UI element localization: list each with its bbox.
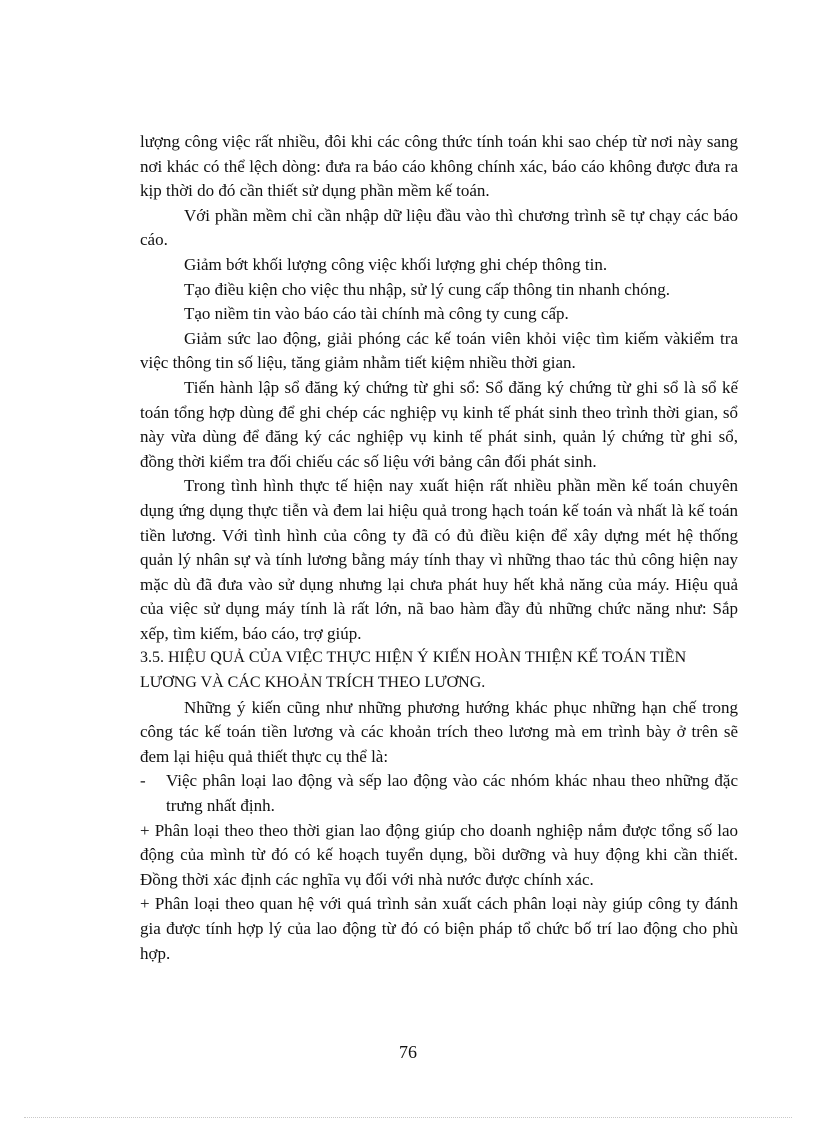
paragraph-info-processing: Tạo điều kiện cho việc thu nhập, sử lý cung cấp thông tin nhanh chóng. (184, 279, 671, 299)
paragraph-reduce-labor: Giảm sức lao động, giải phóng các kế toán viên khỏi việc tìm kiếm vàkiểm tra việc thông tin số liệu, tăng giảm nhằm tiết kiệm nhiều thời gian. (140, 328, 738, 373)
paragraph-continuation: lượng công việc rất nhiều, đôi khi các công thức tính toán khi sao chép từ nơi này sang nơi khác có thể lệch dòng: đưa ra báo cáo không chính xác, báo cáo không được đưa ra kịp thời do đó cần thiết sử dụng phần mềm kế toán. (140, 132, 738, 201)
plus-item-production-classification: + Phân loại theo quan hệ với quá trình sản xuất cách phân loại này giúp công ty đánh gia được tính hợp lý của lao động từ đó có biện pháp tổ chức bố trí lao động cho phù hợp. (140, 894, 738, 963)
page-body (140, 130, 738, 966)
page-bottom-divider (24, 1117, 792, 1118)
paragraph-financial-trust: Tạo niềm tin vào báo cáo tài chính mà công ty cung cấp. (184, 304, 569, 324)
dash-marker: - (140, 771, 146, 791)
plus-item-time-classification: + Phân loại theo theo thời gian lao động giúp cho doanh nghiệp nắm được tổng số lao động của mình từ đó có kế hoạch tuyển dụng, bồi dưỡng và huy động khi cần thiết. Đồng thời xác định các nghĩa vụ đối với nhà nước được chính xác. (140, 820, 738, 889)
paragraph-register-vouchers: Tiến hành lập sổ đăng ký chứng từ ghi sổ: Sổ đăng ký chứng từ ghi sổ là sổ kế toán tổng hợp dùng để ghi chép các nghiệp vụ kinh tế phát sinh theo trình thời gian, sổ này vừa dùng để đăng ký các nghiệp vụ kinh tế phát sinh, quản lý chứng từ ghi sổ, đồng thời kiểm tra đối chiếu các số liệu với bảng cân đối phát sinh. (140, 377, 738, 471)
page-number: 76 (399, 1042, 417, 1062)
dash-item-text: Việc phân loại lao động và sếp lao động vào các nhóm khác nhau theo những đặc trưng nhất định. (166, 771, 738, 816)
section-heading: 3.5. HIỆU QUẢ CỦA VIỆC THỰC HIỆN Ý KIẾN HOÀN THIỆN KẾ TOÁN TIỀN LƯƠNG VÀ CÁC KHOẢN TRÍCH THEO LƯƠNG. (140, 649, 687, 692)
paragraph-reduce-workload: Giảm bớt khối lượng công việc khối lượng ghi chép thông tin. (184, 254, 608, 274)
dash-list-item (140, 769, 738, 818)
paragraph-software-reports: Với phần mềm chỉ cần nhập dữ liệu đầu vào thì chương trình sẽ tự chạy các báo cáo. (140, 205, 738, 250)
paragraph-current-situation: Trong tình hình thực tế hiện nay xuất hiện rất nhiều phần mền kế toán chuyên dụng ứng dụng thực tiễn và đem lai hiệu quả trong hạch toán kế toán và nhất là kế toán tiền lương. Với tình hình của công ty đã có đủ điều kiện để xây dựng mét hệ thống quản lý nhân sự và tính lương bằng máy tính thay vì những thao tác thủ công hiện nay mặc dù đã đưa vào sử dụng nhưng lại chưa phát huy hết khả năng của máy. Hiệu quả của việc sử dụng máy tính là rất lớn, nã bao hàm đầy đủ những chức năng như: Sắp xếp, tìm kiếm, báo cáo, trợ giúp. (140, 476, 738, 643)
paragraph-intro: Những ý kiến cũng như những phương hướng khác phục những hạn chế trong công tác kế toán tiền lương và các khoản trích theo lương mà em trình bày ở trên sẽ đem lại hiệu quả thiết thực cụ thể là: (140, 697, 738, 766)
